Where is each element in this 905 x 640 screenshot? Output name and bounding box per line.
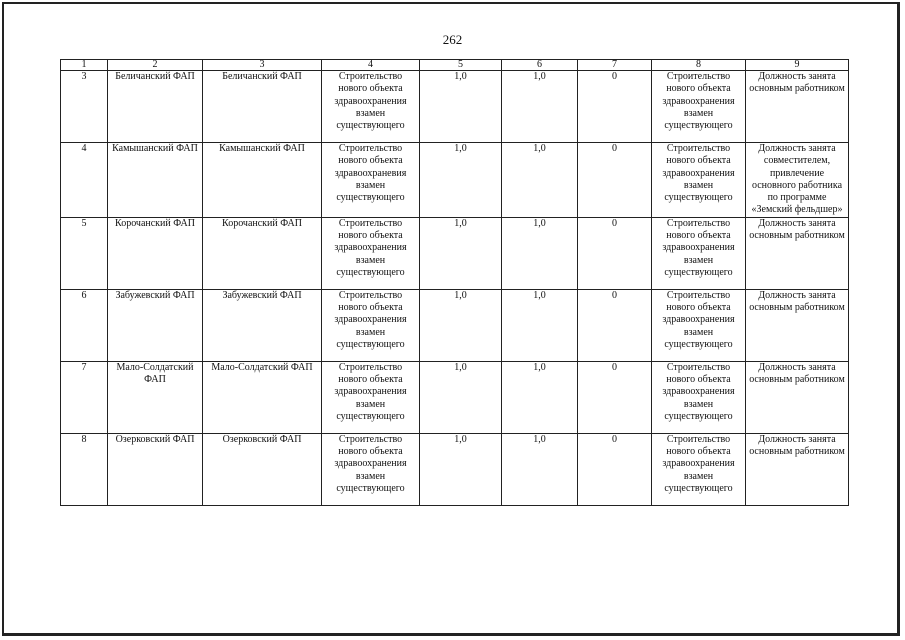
planned-action-secondary: Строительство нового объекта здравоохранения взамен существующего bbox=[652, 217, 746, 289]
table-row bbox=[61, 361, 849, 433]
value-col-7: 0 bbox=[578, 433, 652, 505]
row-number: 5 bbox=[61, 217, 108, 289]
table-row bbox=[61, 143, 849, 218]
planned-action: Строительство нового объекта здравоохранения взамен существующего bbox=[322, 71, 420, 143]
facility-name: Забужевский ФАП bbox=[108, 289, 203, 361]
row-number: 4 bbox=[61, 143, 108, 218]
staffing-note: Должность занята основным работником bbox=[746, 433, 849, 505]
facility-name: Озерковский ФАП bbox=[108, 433, 203, 505]
staffing-note: Должность занята основным работником bbox=[746, 71, 849, 143]
column-header: 5 bbox=[420, 60, 502, 71]
value-col-6: 1,0 bbox=[502, 361, 578, 433]
value-col-5: 1,0 bbox=[420, 433, 502, 505]
value-col-7: 0 bbox=[578, 71, 652, 143]
value-col-6: 1,0 bbox=[502, 143, 578, 218]
table-row bbox=[61, 71, 849, 143]
column-header: 1 bbox=[61, 60, 108, 71]
planned-action-secondary: Строительство нового объекта здравоохранения взамен существующего bbox=[652, 143, 746, 218]
facility-name: Мало-Солдатский ФАП bbox=[108, 361, 203, 433]
table-row bbox=[61, 217, 849, 289]
facility-name-secondary: Забужевский ФАП bbox=[203, 289, 322, 361]
planned-action: Строительство нового объекта здравоохранения взамен существующего bbox=[322, 433, 420, 505]
planned-action: Строительство нового объекта здравоохранения взамен существующего bbox=[322, 289, 420, 361]
table-row bbox=[61, 289, 849, 361]
column-header: 4 bbox=[322, 60, 420, 71]
facility-table bbox=[60, 59, 849, 506]
value-col-5: 1,0 bbox=[420, 289, 502, 361]
value-col-7: 0 bbox=[578, 143, 652, 218]
value-col-5: 1,0 bbox=[420, 71, 502, 143]
value-col-7: 0 bbox=[578, 289, 652, 361]
value-col-5: 1,0 bbox=[420, 217, 502, 289]
column-header: 9 bbox=[746, 60, 849, 71]
column-header: 3 bbox=[203, 60, 322, 71]
table-row bbox=[61, 433, 849, 505]
planned-action-secondary: Строительство нового объекта здравоохранения взамен существующего bbox=[652, 433, 746, 505]
value-col-6: 1,0 bbox=[502, 433, 578, 505]
column-header: 8 bbox=[652, 60, 746, 71]
planned-action-secondary: Строительство нового объекта здравоохранения взамен существующего bbox=[652, 71, 746, 143]
column-header: 7 bbox=[578, 60, 652, 71]
planned-action-secondary: Строительство нового объекта здравоохранения взамен существующего bbox=[652, 361, 746, 433]
planned-action-secondary: Строительство нового объекта здравоохранения взамен существующего bbox=[652, 289, 746, 361]
planned-action: Строительство нового объекта здравоохранения взамен существующего bbox=[322, 217, 420, 289]
value-col-7: 0 bbox=[578, 217, 652, 289]
facility-name: Корочанский ФАП bbox=[108, 217, 203, 289]
facility-name-secondary: Корочанский ФАП bbox=[203, 217, 322, 289]
value-col-7: 0 bbox=[578, 361, 652, 433]
value-col-6: 1,0 bbox=[502, 71, 578, 143]
column-header: 6 bbox=[502, 60, 578, 71]
facility-name-secondary: Озерковский ФАП bbox=[203, 433, 322, 505]
facility-name-secondary: Мало-Солдатский ФАП bbox=[203, 361, 322, 433]
staffing-note: Должность занята основным работником bbox=[746, 217, 849, 289]
column-header: 2 bbox=[108, 60, 203, 71]
facility-name: Камышанский ФАП bbox=[108, 143, 203, 218]
planned-action: Строительство нового объекта здравоохраневия взамен существующего bbox=[322, 143, 420, 218]
page-number: 262 bbox=[442, 32, 463, 47]
staffing-note: Должность занята совместителем, привлечение основного работника по программе «Земский фельдшер» bbox=[746, 143, 849, 218]
row-number: 8 bbox=[61, 433, 108, 505]
row-number: 3 bbox=[61, 71, 108, 143]
row-number: 7 bbox=[61, 361, 108, 433]
planned-action: Строительство нового объекта здравоохранения взамен существующего bbox=[322, 361, 420, 433]
value-col-6: 1,0 bbox=[502, 289, 578, 361]
value-col-5: 1,0 bbox=[420, 143, 502, 218]
column-number-row bbox=[61, 60, 849, 71]
value-col-5: 1,0 bbox=[420, 361, 502, 433]
facility-name: Беличанский ФАП bbox=[108, 71, 203, 143]
facility-name-secondary: Беличанский ФАП bbox=[203, 71, 322, 143]
value-col-6: 1,0 bbox=[502, 217, 578, 289]
row-number: 6 bbox=[61, 289, 108, 361]
staffing-note: Должность занята основным работником bbox=[746, 361, 849, 433]
staffing-note: Должность занята основным работником bbox=[746, 289, 849, 361]
facility-name-secondary: Камышанский ФАП bbox=[203, 143, 322, 218]
